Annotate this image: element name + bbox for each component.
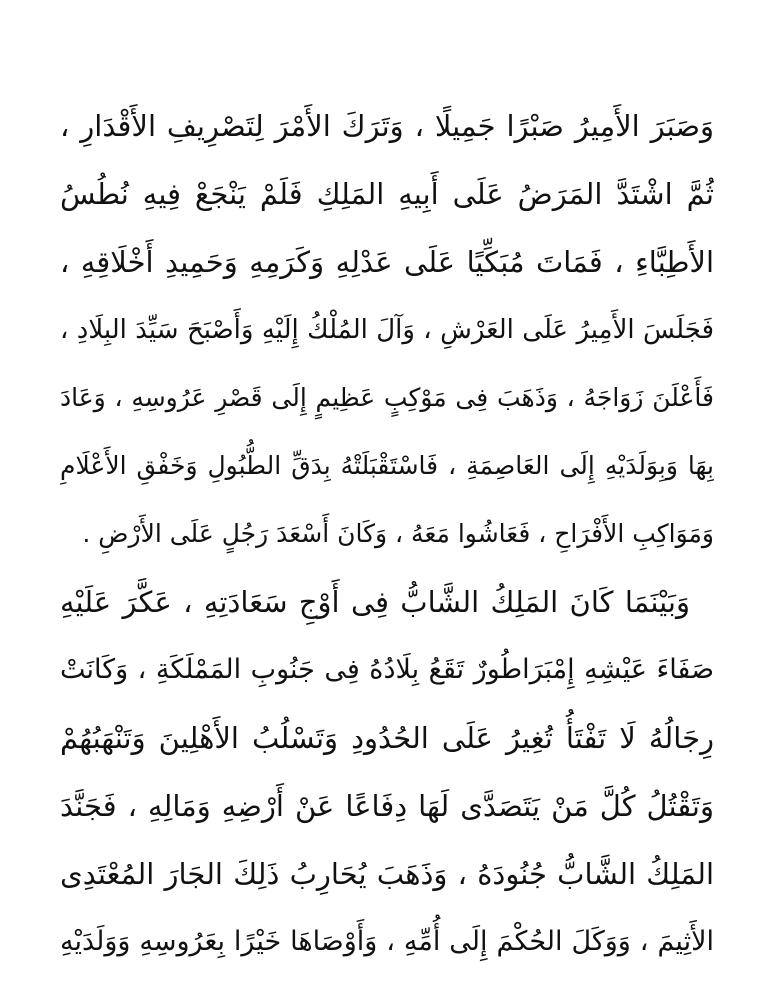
text-line: فَأَعْلَنَ زَوَاجَهُ ، وَذَهَبَ فِى مَوْكِبٍ عَظِيمٍ إِلَى قَصْرِ عَرُوسِهِ ، وَعَادَ — [60, 383, 714, 412]
text-line: وَتَقْتُلُ كُلَّ مَنْ يَتَصَدَّى لَهَا دِفَاعًا عَنْ أَرْضِهِ وَمَالِهِ ، فَجَنَّدَ — [60, 789, 714, 823]
text-line: وَبَيْنَمَا كَانَ المَلِكُ الشَّابُّ فِى أَوْجِ سَعَادَتِهِ ، عَكَّرَ عَلَيْهِ — [60, 585, 690, 619]
text-line: الأَثِيمَ ، وَوَكَلَ الحُكْمَ إِلَى أُمِّهِ ، وَأَوْصَاهَا خَيْرًا بِعَرُوسِهِ وَوَلَدَيْهِ — [60, 926, 714, 957]
text-line: الأَطِبَّاءِ ، فَمَاتَ مُبَكِّيًا عَلَى عَدْلِهِ وَكَرَمِهِ وَحَمِيدِ أَخْلَاقِهِ ، — [60, 245, 714, 279]
text-line: رِجَالُهُ لَا تَفْتَأُ تُغِيرُ عَلَى الحُدُودِ وَتَسْلُبُ الأَهْلِينَ وَتَنْهَبُهُمْ — [60, 721, 714, 755]
text-line: ثُمَّ اشْتَدَّ المَرَضُ عَلَى أَبِيهِ المَلِكِ فَلَمْ يَنْجَعْ فِيهِ نُطُسُ — [60, 177, 714, 211]
text-line: وَمَوَاكِبِ الأَفْرَاحِ ، فَعَاشُوا مَعَهُ ، وَكَانَ أَسْعَدَ رَجُلٍ عَلَى الأَرْضِ . — [82, 519, 714, 548]
text-line: فَجَلَسَ الأَمِيرُ عَلَى العَرْشِ ، وَآلَ المُلْكُ إِلَيْهِ وَأَصْبَحَ سَيِّدَ البِلَادِ ، — [60, 315, 714, 345]
text-line: المَلِكُ الشَّابُّ جُنُودَهُ ، وَذَهَبَ يُحَارِبُ ذَلِكَ الجَارَ المُعْتَدِى — [60, 857, 714, 891]
text-line: وَصَبَرَ الأَمِيرُ صَبْرًا جَمِيلًا ، وَتَرَكَ الأَمْرَ لِتَصْرِيفِ الأَقْدَارِ ، — [60, 109, 714, 143]
text-line: بِهَا وَبِوَلَدَيْهِ إِلَى العَاصِمَةِ ، فَاسْتَقْبَلَتْهُ بِدَقِّ الطُّبُولِ وَخَفْقِ الأَعْلَامِ — [60, 451, 714, 480]
arabic-text-body — [60, 92, 714, 976]
text-line: صَفَاءَ عَيْشِهِ إِمْبَرَاطُورٌ تَقَعُ بِلَادُهُ فِى جَنُوبِ المَمْلَكَةِ ، وَكَانَتْ — [60, 654, 714, 685]
